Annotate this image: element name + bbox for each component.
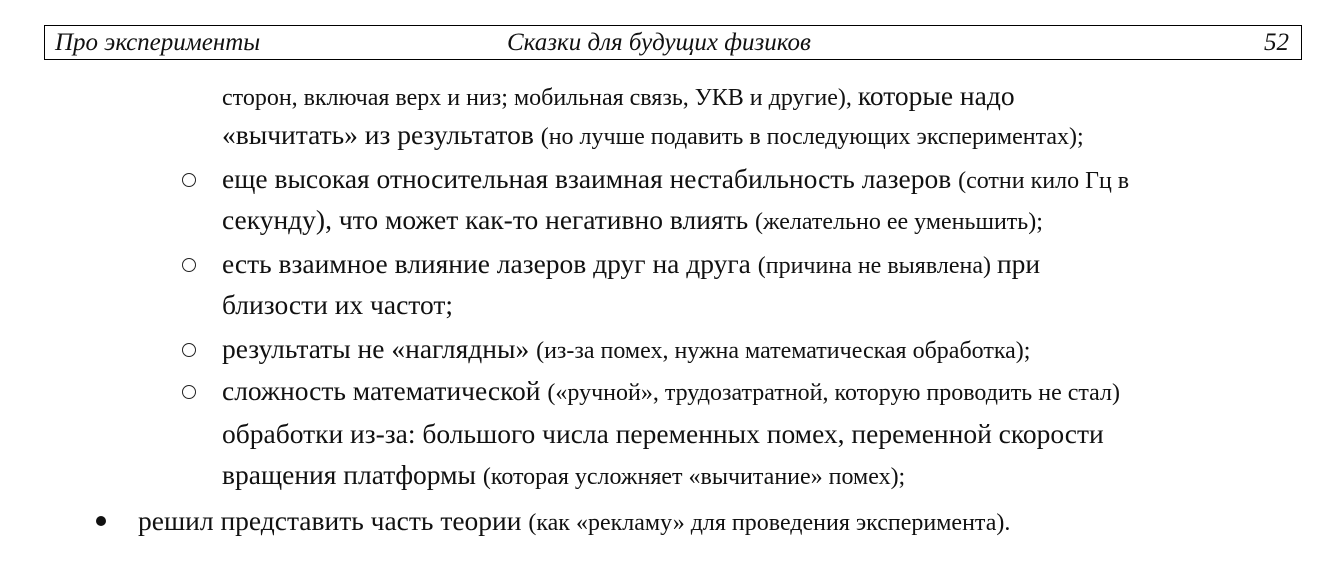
list-item: решил представить часть теории (как «рекламу» для проведения эксперимента). [138,505,1011,536]
header-section-title: Про эксперименты [55,29,261,56]
list-bullet-circle-icon [182,385,196,399]
list-item: сложность математической («ручной», трудозатратной, которую проводить не стал) [222,375,1120,406]
list-bullet-circle-icon [182,173,196,187]
text-line: вращения платформы (которая усложняет «вычитание» помех); [222,459,906,490]
list-item: есть взаимное влияние лазеров друг на друга (причина не выявлена) при [222,248,1041,279]
page-number: 52 [1264,29,1289,56]
list-bullet-circle-icon [182,343,196,357]
list-bullet-dot-icon [96,516,106,526]
list-bullet-circle-icon [182,258,196,272]
header-book-title: Сказки для будущих физиков [507,29,811,56]
running-header [44,25,1302,60]
list-item: результаты не «наглядны» (из-за помех, нужна математическая обработка); [222,333,1031,364]
list-item: еще высокая относительная взаимная нестабильность лазеров (сотни кило Гц в [222,163,1130,194]
text-line: «вычитать» из результатов (но лучше подавить в последующих экспериментах); [222,119,1084,150]
text-line: обработки из-за: большого числа переменных помех, переменной скорости [222,418,1104,449]
text-line: сторон, включая верх и низ; мобильная связь, УКВ и другие), которые надо [222,80,1015,111]
text-line: секунду), что может как-то негативно влиять (желательно ее уменьшить); [222,204,1043,235]
text-line: близости их частот; [222,289,453,320]
